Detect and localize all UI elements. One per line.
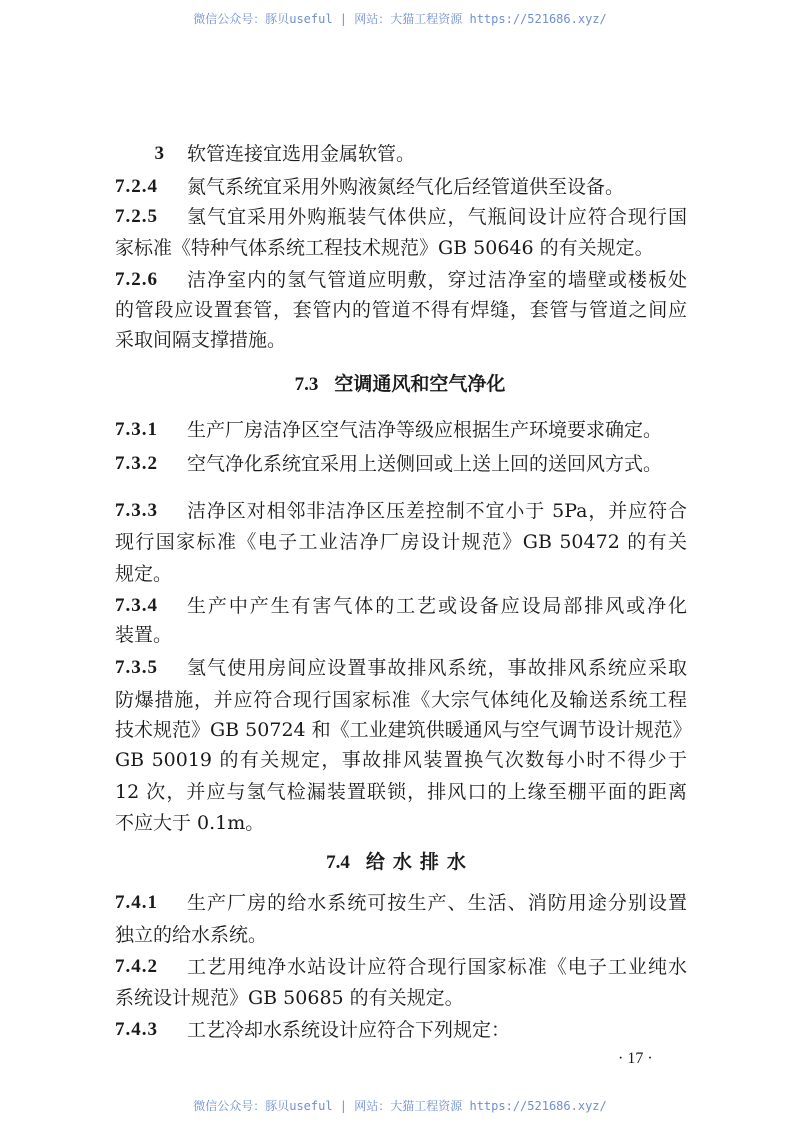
clause-7-3-1 [115, 418, 687, 442]
clause-text: 现行国家标准《电子工业洁净厂房设计规范》GB 50472 的有关 [115, 531, 687, 553]
clause-number: 7.4.1 [115, 892, 158, 913]
clause-text: 氮气系统宜采用外购液氮经气化后经管道供至设备。 [187, 176, 625, 198]
clause-text: 氢气宜采用外购瓶装气体供应，气瓶间设计应符合现行国 [187, 206, 687, 228]
clause-number: 7.2.5 [115, 206, 158, 227]
clause-line [115, 923, 687, 947]
clause-7-4-1 [115, 891, 687, 915]
clause-line [115, 718, 692, 742]
clause-number: 7.2.4 [115, 176, 158, 197]
clause-line [115, 780, 687, 804]
clause-7-3-5 [115, 656, 687, 680]
clause-text: GB 50019 的有关规定，事故排风装置换气次数每小时不得少于 [115, 749, 687, 771]
clause-text: 生产厂房的给水系统可按生产、生活、消防用途分别设置 [187, 892, 687, 914]
clause-text: 工艺用纯净水站设计应符合现行国家标准《电子工业纯水 [187, 956, 687, 978]
clause-7-2-4 [115, 175, 687, 199]
clause-text: 工艺冷却水系统设计应符合下列规定： [187, 1019, 511, 1041]
clause-text: 系统设计规范》GB 50685 的有关规定。 [115, 987, 464, 1009]
clause-line [115, 748, 687, 772]
section-number: 7.3 [294, 374, 319, 395]
clause-7-3-2 [115, 452, 687, 476]
clause-text: 生产厂房洁净区空气洁净等级应根据生产环境要求确定。 [187, 419, 663, 441]
section-heading-7-4 [0, 850, 800, 875]
clause-line [115, 623, 687, 647]
clause-text: 的管段应设置套管，套管内的管道不得有焊缝，套管与管道之间应 [115, 299, 687, 321]
clause-7-4-3 [115, 1018, 687, 1042]
list-item [115, 142, 687, 166]
clause-text: 采取间隔支撑措施。 [115, 329, 287, 351]
clause-7-4-2 [115, 955, 687, 979]
clause-text: 不应大于 0.1m。 [115, 812, 265, 834]
clause-text: 技术规范》GB 50724 和《工业建筑供暖通风与空气调节设计规范》 [115, 719, 692, 741]
section-title: 给水排水 [365, 851, 474, 873]
section-heading-7-3 [0, 372, 800, 397]
clause-number: 7.3.2 [115, 453, 158, 474]
clause-text: 12 次，并应与氢气检漏装置联锁，排风口的上缘至棚平面的距离 [115, 781, 687, 803]
clause-text: 家标准《特种气体系统工程技术规范》GB 50646 的有关规定。 [115, 237, 654, 259]
watermark-header: 微信公众号：豚贝useful | 网站：大猫工程资源 https://521686.xyz/ [193, 12, 607, 26]
clause-number: 7.2.6 [115, 269, 158, 290]
clause-text: 装置。 [115, 624, 173, 646]
clause-text: 独立的给水系统。 [115, 924, 268, 946]
clause-line [115, 986, 687, 1010]
clause-text: 洁净区对相邻非洁净区压差控制不宜小于 5Pa，并应符合 [187, 500, 687, 522]
clause-line [115, 298, 687, 322]
section-number: 7.4 [326, 852, 350, 873]
clause-line [115, 688, 687, 712]
clause-line [115, 562, 687, 586]
clause-text: 洁净室内的氢气管道应明敷，穿过洁净室的墙壁或楼板处 [187, 269, 687, 291]
clause-7-3-3 [115, 499, 687, 523]
clause-line [115, 811, 687, 835]
clause-text: 生产中产生有害气体的工艺或设备应设局部排风或净化 [187, 595, 687, 617]
clause-7-3-4 [115, 594, 687, 618]
clause-7-2-5 [115, 205, 687, 229]
section-title: 空调通风和空气净化 [334, 373, 506, 395]
clause-line [115, 236, 687, 260]
clause-text: 氢气使用房间应设置事故排风系统，事故排风系统应采取 [187, 657, 687, 679]
item-text: 软管连接宜选用金属软管。 [187, 143, 416, 165]
clause-7-2-6 [115, 268, 687, 292]
watermark-footer: 微信公众号：豚贝useful | 网站：大猫工程资源 https://521686.xyz/ [193, 1099, 607, 1113]
clause-number: 7.3.3 [115, 500, 158, 521]
clause-text: 空气净化系统宜采用上送侧回或上送上回的送回风方式。 [187, 453, 663, 475]
clause-number: 7.3.1 [115, 419, 158, 440]
page-number: · 17 · [618, 1050, 653, 1067]
clause-text: 防爆措施，并应符合现行国家标准《大宗气体纯化及输送系统工程 [115, 689, 687, 711]
clause-line [115, 530, 687, 554]
item-number: 3 [154, 143, 165, 164]
clause-number: 7.4.3 [115, 1019, 158, 1040]
clause-text: 规定。 [115, 563, 173, 585]
clause-number: 7.3.5 [115, 657, 158, 678]
clause-line [115, 328, 687, 352]
clause-number: 7.3.4 [115, 595, 158, 616]
clause-number: 7.4.2 [115, 956, 158, 977]
